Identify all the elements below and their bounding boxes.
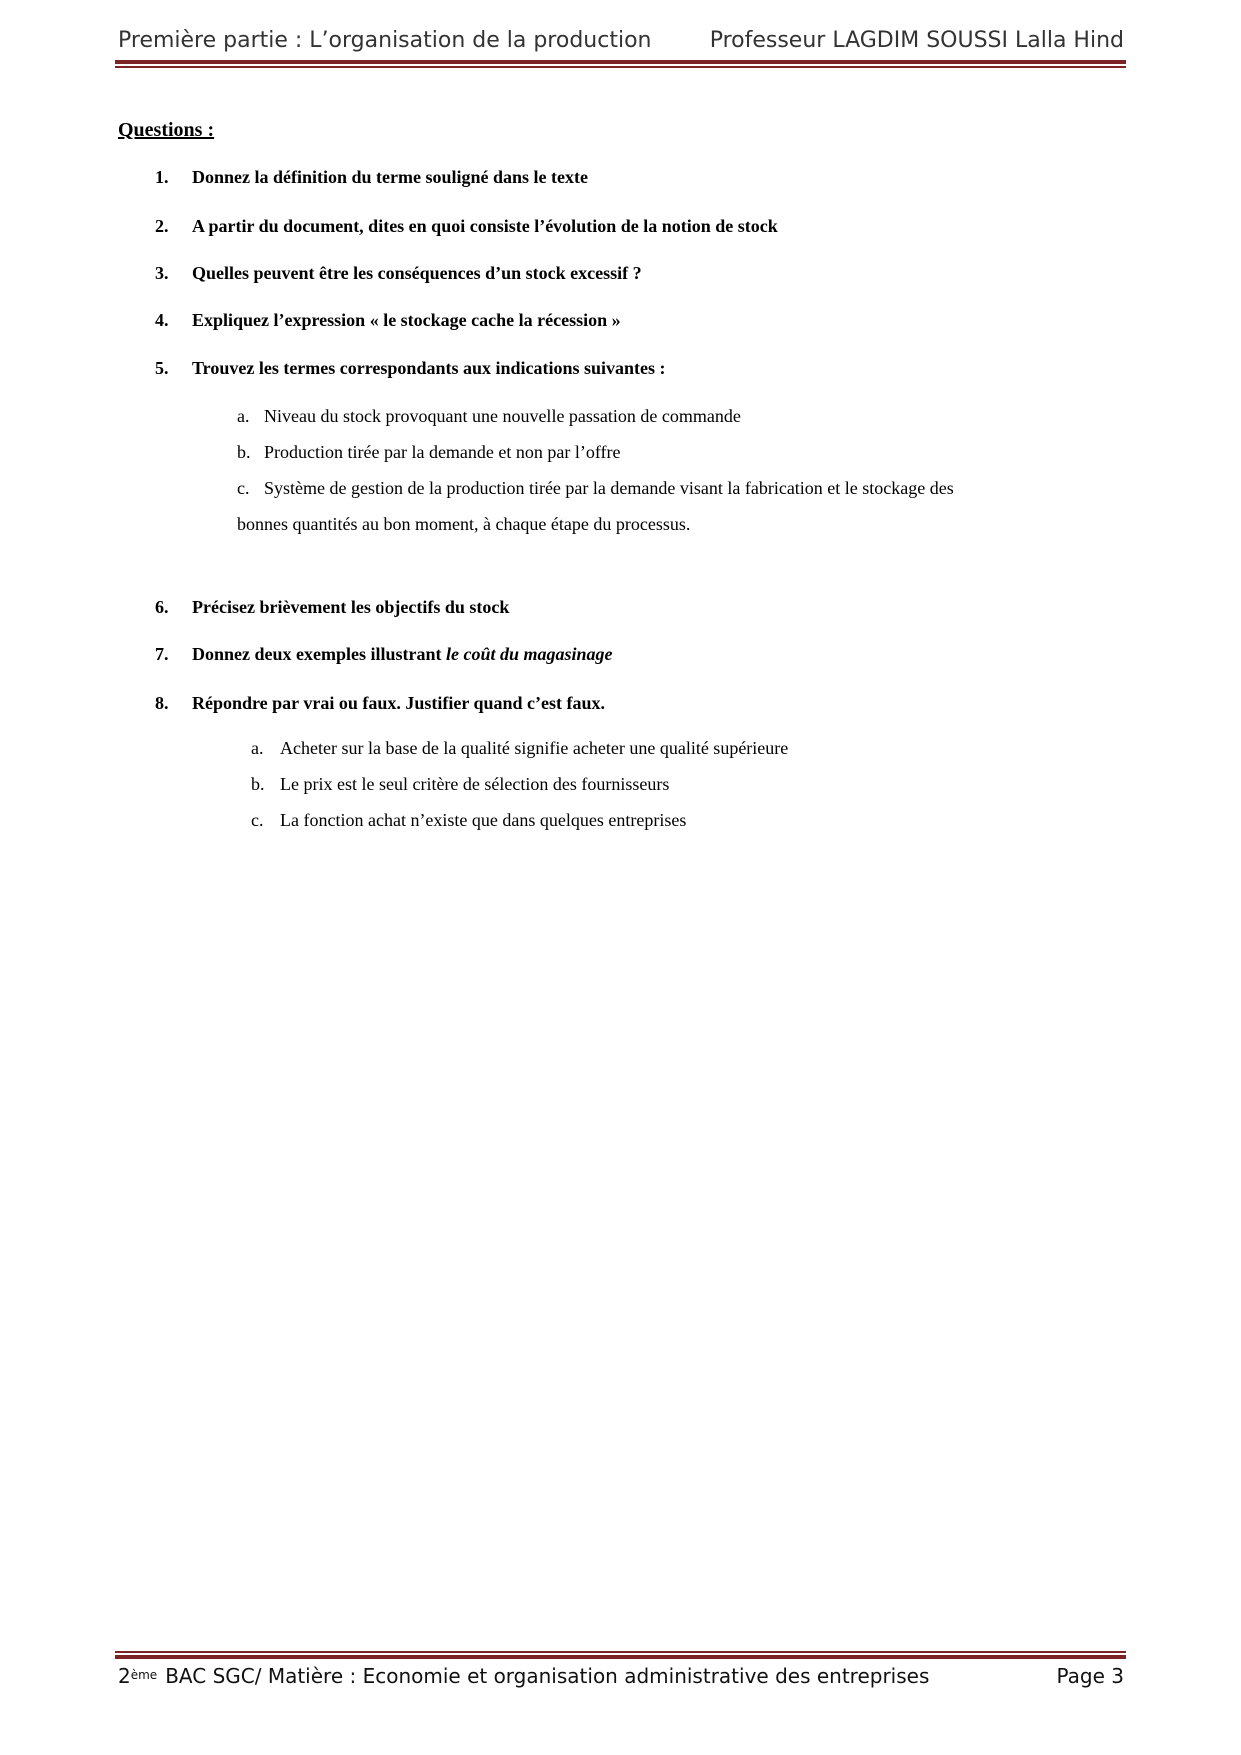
item-letter: b. bbox=[237, 442, 251, 462]
header-author: Professeur LAGDIM SOUSSI Lalla Hind bbox=[709, 28, 1124, 53]
footer-course bbox=[118, 1664, 929, 1688]
question-3 bbox=[155, 263, 642, 284]
footer-subject: BAC SGC/ Matière : Economie et organisation administrative des entreprises bbox=[165, 1664, 930, 1688]
footer-level: 2 bbox=[118, 1664, 131, 1688]
q8-item-b bbox=[251, 774, 669, 795]
item-letter: b. bbox=[251, 774, 265, 794]
question-8 bbox=[155, 693, 605, 714]
question-text: Répondre par vrai ou faux. Justifier quand c’est faux. bbox=[192, 693, 606, 713]
question-number: 7. bbox=[155, 644, 169, 664]
item-letter: c. bbox=[251, 810, 264, 830]
question-text: Précisez brièvement les objectifs du stock bbox=[192, 597, 510, 617]
q5-item-c-continuation: bonnes quantités au bon moment, à chaque étape du processus. bbox=[237, 514, 691, 534]
footer-rule bbox=[115, 1655, 1126, 1659]
question-text: Donnez la définition du terme souligné dans le texte bbox=[192, 167, 588, 187]
question-5 bbox=[155, 358, 666, 379]
item-text: Le prix est le seul critère de sélection des fournisseurs bbox=[280, 774, 670, 794]
question-text: Donnez deux exemples illustrant bbox=[192, 644, 446, 664]
questions-heading: Questions : bbox=[118, 119, 215, 141]
item-text: Système de gestion de la production tirée par la demande visant la fabrication et le stockage des bbox=[264, 478, 954, 498]
question-number: 6. bbox=[155, 597, 169, 617]
question-text: Expliquez l’expression « le stockage cache la récession » bbox=[192, 310, 621, 330]
question-1 bbox=[155, 167, 588, 188]
question-number: 8. bbox=[155, 693, 169, 713]
footer-superscript: ème bbox=[130, 1668, 158, 1682]
header-rule-thin bbox=[115, 66, 1126, 68]
item-text: La fonction achat n’existe que dans quelques entreprises bbox=[280, 810, 687, 830]
q8-item-a bbox=[251, 738, 788, 759]
header-rule bbox=[115, 60, 1126, 64]
page-number: Page 3 bbox=[1056, 1664, 1124, 1688]
question-text: A partir du document, dites en quoi consiste l’évolution de la notion de stock bbox=[192, 216, 778, 236]
item-letter: a. bbox=[251, 738, 264, 758]
item-text: Niveau du stock provoquant une nouvelle passation de commande bbox=[264, 406, 741, 426]
question-number: 4. bbox=[155, 310, 169, 330]
question-6 bbox=[155, 597, 509, 618]
q5-item-a bbox=[237, 406, 741, 427]
q5-item-c bbox=[237, 478, 954, 499]
footer-rule-thin bbox=[115, 1651, 1126, 1653]
question-7 bbox=[155, 644, 613, 665]
question-4 bbox=[155, 310, 621, 331]
question-number: 5. bbox=[155, 358, 169, 378]
question-number: 3. bbox=[155, 263, 169, 283]
question-number: 2. bbox=[155, 216, 169, 236]
item-letter: a. bbox=[237, 406, 250, 426]
question-number: 1. bbox=[155, 167, 169, 187]
question-2 bbox=[155, 216, 778, 237]
question-italic-text: le coût du magasinage bbox=[446, 644, 613, 664]
q8-item-c bbox=[251, 810, 686, 831]
q5-item-b bbox=[237, 442, 621, 463]
item-text: Acheter sur la base de la qualité signifie acheter une qualité supérieure bbox=[280, 738, 789, 758]
item-letter: c. bbox=[237, 478, 250, 498]
item-text: Production tirée par la demande et non par l’offre bbox=[264, 442, 621, 462]
question-text: Trouvez les termes correspondants aux indications suivantes : bbox=[192, 358, 666, 378]
header-left-title: Première partie : L’organisation de la production bbox=[118, 28, 652, 53]
question-text: Quelles peuvent être les conséquences d’un stock excessif ? bbox=[192, 263, 642, 283]
